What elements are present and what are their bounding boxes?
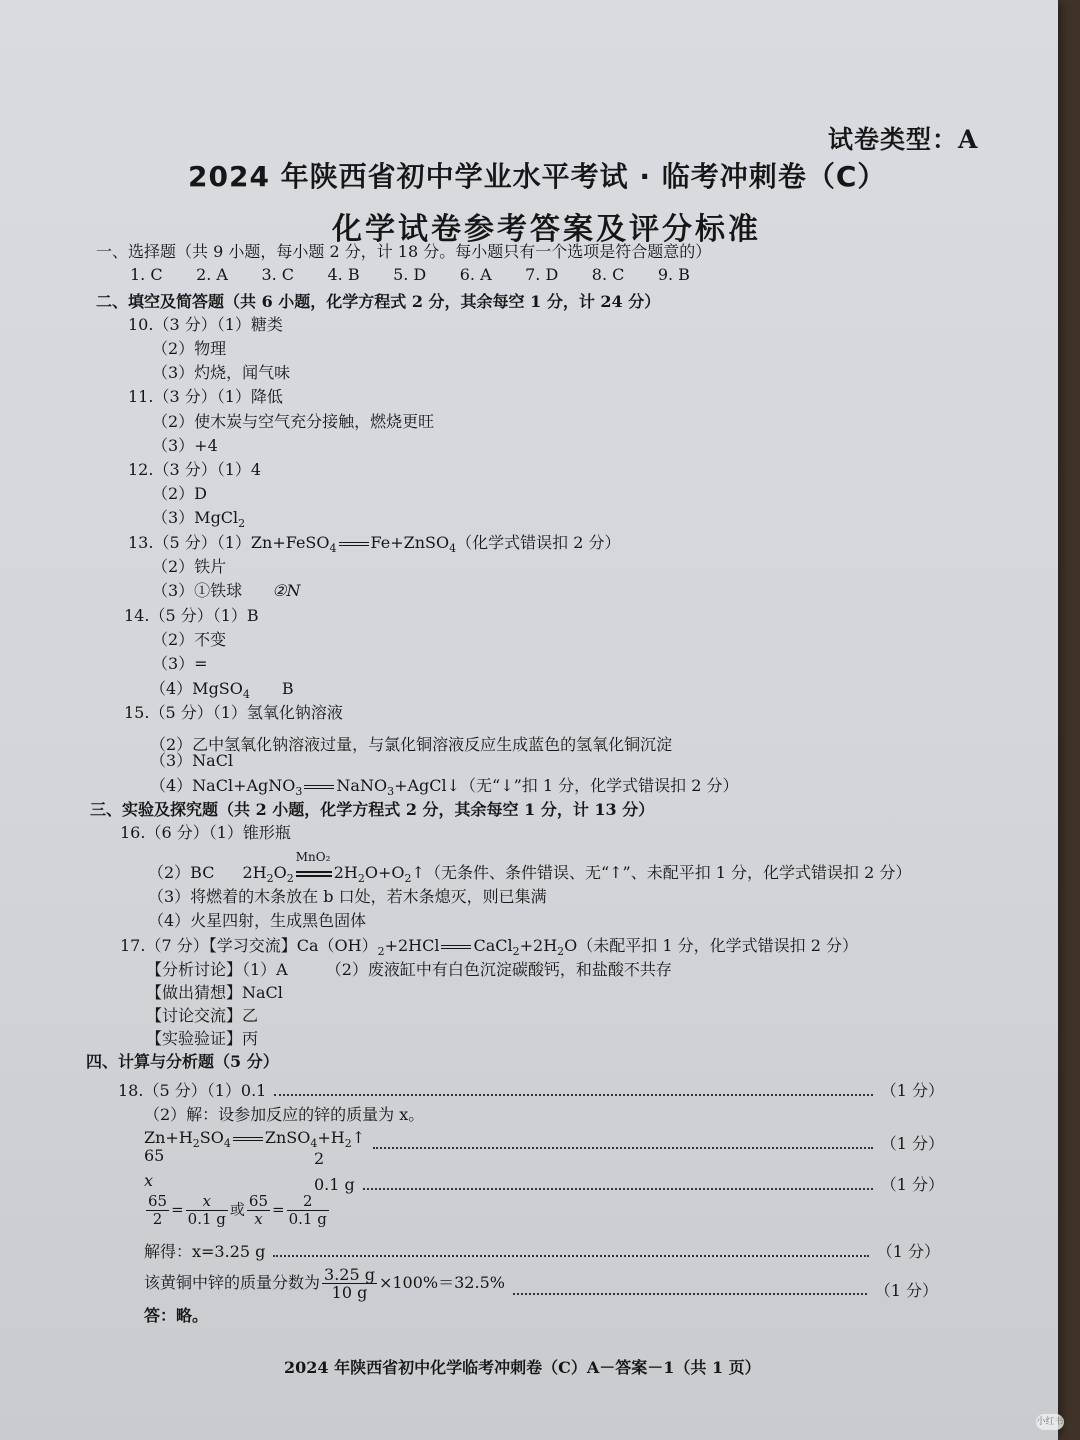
choice-answer: 9. B — [657, 265, 690, 284]
section-1-text: 一、选择题（共 9 小题，每小题 2 分，计 18 分。每小题只有一个选项是符合题意的） — [96, 242, 712, 261]
reaction-arrow-icon — [296, 871, 332, 877]
page-footer: 2024 年陕西省初中化学临考冲刺卷（C）A－答案－1（共 1 页） — [284, 1358, 761, 1377]
choice-answer: 3. C — [261, 265, 295, 284]
q17-line-4: 【讨论交流】乙 — [146, 1006, 259, 1025]
equals-sign-icon — [339, 542, 369, 546]
q10-line-3: （3）灼烧，闻气味 — [152, 363, 291, 382]
q12-line-3: （3）MgCl$_2$ — [152, 508, 246, 531]
choice-answer: 1. C — [130, 265, 163, 284]
q10-line-2: （2）物理 — [152, 339, 227, 358]
q16-line-3: （3）将燃着的木条放在 b 口处，若木条熄灭，则已集满 — [148, 887, 547, 906]
score-label: （1 分） — [874, 1281, 938, 1300]
catalyst-label: MnO₂ — [295, 850, 331, 864]
choice-answer: 7. D — [525, 265, 559, 284]
watermark-badge: 小红书 — [1036, 1414, 1064, 1430]
q17-line-1: 17.（7 分）【学习交流】$Ca(OH)_2+2HCl$ $CaCl_2+2H_2O$（未配平扣 1 分，化学式错误扣 2 分） — [120, 936, 858, 959]
choice-answer: 8. C — [591, 265, 625, 284]
q17-line-2: 【分析讨论】（1）A （2）废液缸中有白色沉淀碳酸钙，和盐酸不共存 — [146, 960, 672, 979]
equals-sign-icon — [441, 945, 471, 949]
q14-line-2: （2）不变 — [152, 630, 227, 649]
q15-line-4: （4）NaCl+AgNO$_3$ NaNO$_3$+AgCl↓（无“↓”扣 1 分，化学式错误扣 2 分） — [150, 776, 739, 799]
section-4-heading: 四、计算与分析题（5 分） — [86, 1052, 279, 1071]
q18-unknown: x — [144, 1171, 154, 1190]
q18-percentage: 该黄铜中锌的质量分数为 $\frac{3.25 g}{10 g}$ ×100%＝32.5% （1 分） — [144, 1265, 938, 1302]
score-label: （1 分） — [880, 1175, 944, 1194]
q14-line-3: （3）= — [152, 654, 208, 673]
equals-sign-icon — [304, 785, 334, 789]
choice-answer: 5. D — [393, 265, 427, 284]
section-3-heading: 三、实验及探究题（共 2 小题，化学方程式 2 分，其余每空 1 分，计 13 分） — [90, 800, 655, 819]
page-title: 2024 年陕西省初中学业水平考试 · 临考冲刺卷（C） — [188, 160, 887, 193]
q18-solve: 解得：x=3.25 g （1 分） — [144, 1242, 940, 1261]
q12-line-2: （2）D — [152, 484, 208, 503]
paper-type-label: 试卷类型：A — [828, 125, 979, 154]
dot-leader — [274, 1093, 872, 1096]
q16-line-1: 16.（6 分）（1）锥形瓶 — [120, 823, 291, 842]
q18-equation: $Zn+H_2SO_4$ $ZnSO_4+H_2↑$ （1 分） — [144, 1128, 944, 1154]
choice-answer: 6. A — [459, 265, 492, 284]
q18-proportion: $\frac{65}{2}$ = $\frac{x}{0.1 g}$ 或 $\frac{65}{x}$ = $\frac{2}{0.1 g}$ — [148, 1192, 327, 1228]
q11-line-3: （3）+4 — [152, 436, 218, 455]
q13-line-2: （2）铁片 — [152, 557, 227, 576]
q18-line-1: 18.（5 分）（1）0.1 （1 分） — [118, 1081, 944, 1100]
choice-answer: 2. A — [196, 265, 228, 284]
q18-line-2: （2）解：设参加反应的锌的质量为 x。 — [144, 1105, 425, 1124]
q16-line-4: （4）火星四射，生成黑色固体 — [148, 911, 367, 930]
score-label: （1 分） — [880, 1081, 944, 1100]
dot-leader — [273, 1254, 868, 1257]
q16-line-2: （2）BC $2H_2O_2$ MnO₂ $2H_2O+O_2↑$（无条件、条件错误、无“↑”、未配平扣 1 分，化学式错误扣 2 分） — [148, 862, 911, 890]
score-label: （1 分） — [880, 1134, 944, 1154]
q11-line-2: （2）使木炭与空气充分接触，燃烧更旺 — [152, 412, 435, 431]
score-label: （1 分） — [876, 1242, 940, 1261]
q17-line-5: 【实验验证】丙 — [146, 1029, 259, 1048]
section-1-heading — [96, 241, 711, 263]
q15-line-3: （3）NaCl — [150, 751, 234, 770]
q15-line-2: （2）乙中氢氧化钠溶液过量，与氯化铜溶液反应生成蓝色的氢氧化铜沉淀 — [150, 735, 673, 754]
q18-molar-h2: 2 — [314, 1149, 325, 1168]
choice-answers — [130, 265, 690, 284]
q17-line-3: 【做出猜想】NaCl — [146, 983, 283, 1002]
q14-line-4: （4）MgSO$_4$ B — [150, 679, 294, 702]
q12-line-1: 12.（3 分）（1）4 — [128, 460, 262, 479]
dot-leader — [363, 1187, 873, 1190]
dot-leader — [373, 1146, 873, 1149]
q11-line-1: 11.（3 分）（1）降低 — [128, 387, 283, 406]
q15-line-1: 15.（5 分）（1）氢氧化钠溶液 — [124, 703, 343, 722]
q13-line-1: 13.（5 分）（1）Zn+FeSO$_4$ Fe+ZnSO$_4$（化学式错误扣 2 分） — [128, 533, 621, 556]
q14-line-1: 14.（5 分）（1）B — [124, 606, 259, 625]
q18-molar-zn: 65 — [144, 1146, 165, 1165]
equals-sign-icon — [233, 1137, 263, 1141]
q18-mass-h2: 0.1 g （1 分） — [314, 1175, 944, 1194]
page-subtitle: 化学试卷参考答案及评分标准 — [332, 212, 761, 247]
choice-answer: 4. B — [327, 265, 360, 284]
section-2-heading: 二、填空及简答题（共 6 小题，化学方程式 2 分，其余每空 1 分，计 24 分） — [96, 292, 661, 311]
q10-line-1: 10.（3 分）（1）糖类 — [128, 315, 283, 334]
dot-leader — [513, 1292, 867, 1295]
q13-line-3: （3）①铁球 ②N — [152, 581, 301, 600]
q18-answer: 答：略。 — [144, 1306, 209, 1325]
